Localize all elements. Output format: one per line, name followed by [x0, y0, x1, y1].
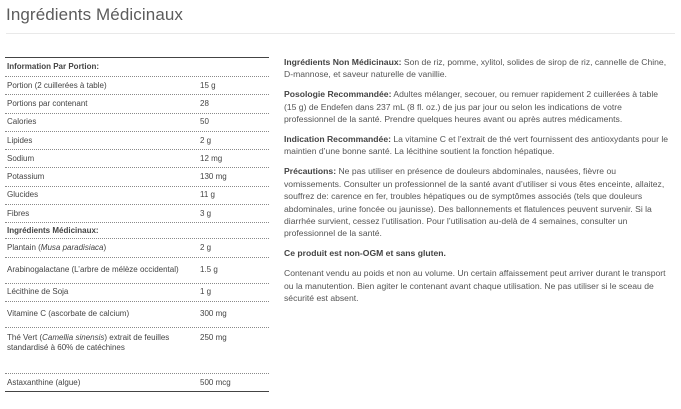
row-name: Sodium: [7, 153, 35, 163]
dosage-text: Adultes mélanger, secouer, ou remuer rapidement 2 cuillerées à table (15 g) de Endefen dans 237 mL (8 fl. oz.) de jus par jour ou selon les indications de votre professionnel de la santé. Prendre quelques heures avant ou après autres médicaments.: [284, 89, 659, 125]
row-name: Lécithine de Soja: [7, 287, 69, 297]
row-name: Vitamine C (ascorbate de calcium): [7, 309, 130, 319]
precautions-text: Ne pas utiliser en présence de douleurs abdominales, nausées, fièvre ou vomissements. Consulter un professionnel de la santé avant d’utiliser si vous êtes enceinte, allaitez, souffrez de: carence en fer, troubles hépatiques ou de symptômes associés (tels que douleurs abdominales, urine foncée ou jaunisse). Des ballonnements et flatulences peuvent survenir. Si la diarrhée survient, cessez l’utilisation. Pour l’utilisation au-delà de 4 semaines, consulter un professionnel de la santé.: [284, 166, 665, 239]
row-value: 500 mcg: [200, 377, 231, 387]
title-divider: [6, 33, 675, 34]
row-name: Portions par contenant: [7, 98, 88, 108]
row-name: Calories: [7, 117, 37, 127]
row-value: 1.5 g: [200, 265, 218, 275]
indication-label: Indication Recommandée:: [284, 134, 391, 145]
facts-header: Information Par Portion:: [7, 62, 99, 71]
table-row: [5, 284, 269, 302]
product-description: [284, 56, 669, 312]
table-row: [5, 95, 269, 113]
row-name: Fibres: [7, 208, 30, 218]
indication-section: [284, 133, 669, 158]
precautions-label: Précautions:: [284, 166, 337, 177]
table-row: [5, 302, 269, 328]
row-name: Lipides: [7, 135, 33, 145]
indication-text: La vitamine C et l’extrait de thé vert fournissent des antioxydants pour le maintien d’une bonne santé. La lécithine soutient la fonction hépatique.: [284, 134, 669, 157]
medicinal-subheader: Ingrédients Médicinaux:: [7, 225, 99, 235]
container-note: Contenant vendu au poids et non au volume. Un certain affaissement peut arriver durant le transport ou la manutention. Bien agiter le contenant avant chaque utilisation. Ne pas utiliser si le sceau de sécurité est absent.: [284, 268, 666, 303]
row-name: Plantain (Musa paradisiaca): [7, 243, 107, 253]
row-name: Arabinogalactane (L’arbre de mélèze occidental): [7, 265, 179, 275]
table-row: [5, 187, 269, 205]
row-value: 1 g: [200, 287, 212, 297]
page-title: Ingrédients Médicinaux: [6, 5, 184, 24]
medicinal-subheader-row: [5, 223, 269, 239]
row-value: 12 mg: [200, 153, 223, 163]
row-value: 130 mg: [200, 172, 227, 182]
row-value: 3 g: [200, 208, 212, 218]
table-row: [5, 168, 269, 186]
row-name: Portion (2 cuillerées à table): [7, 80, 107, 90]
row-value: 50: [200, 117, 209, 127]
table-row: [5, 205, 269, 223]
latin-name: Musa paradisiaca: [40, 243, 104, 253]
non-medicinal-label: Ingrédients Non Médicinaux:: [284, 57, 402, 67]
table-row: [5, 77, 269, 95]
table-row: [5, 150, 269, 168]
table-row: [5, 132, 269, 150]
dosage-section: [284, 88, 669, 125]
row-name: Astaxanthine (algue): [7, 377, 81, 387]
row-value: 28: [200, 98, 209, 108]
non-gmo-statement: Ce produit est non-OGM et sans gluten.: [284, 248, 446, 259]
row-value: 250 mg: [200, 332, 227, 342]
precautions-section: [284, 165, 669, 239]
row-value: 2 g: [200, 243, 212, 253]
table-row: [5, 328, 269, 374]
row-name: Thé Vert (Camellia sinensis) extrait de feuilles standardisé à 60% de catéchines: [7, 332, 170, 352]
facts-header-row: [5, 58, 269, 77]
dosage-label: Posologie Recommandée:: [284, 89, 392, 100]
table-row: [5, 239, 269, 257]
row-value: 15 g: [200, 80, 216, 90]
non-medicinal-text: Son de riz, pomme, xylitol, solides de sirop de riz, cannelle de Chine, D-mannose, et saveur naturelle de vanillie.: [284, 57, 667, 80]
nutrition-facts-table: [5, 57, 269, 392]
row-name: Potassium: [7, 172, 45, 182]
row-name: Glucides: [7, 190, 39, 200]
non-medicinal-section: [284, 56, 669, 81]
table-row: [5, 258, 269, 284]
latin-name: Camellia sinensis: [42, 332, 105, 342]
row-value: 2 g: [200, 135, 212, 145]
row-value: 11 g: [200, 190, 215, 200]
table-row: [5, 374, 269, 392]
row-value: 300 mg: [200, 309, 227, 319]
table-row: [5, 114, 269, 132]
